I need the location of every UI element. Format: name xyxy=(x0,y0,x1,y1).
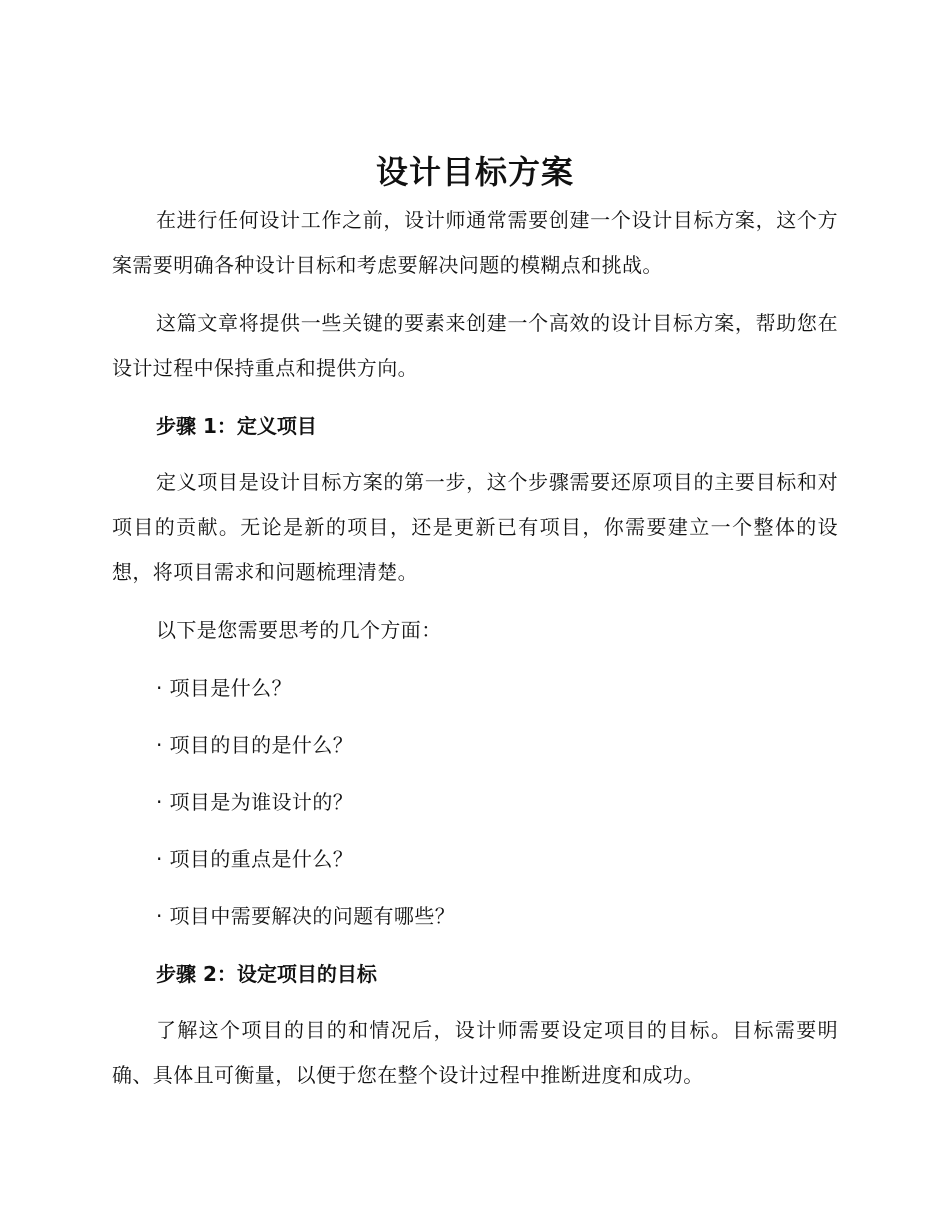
step2-heading: 步骤 2：设定项目的目标 xyxy=(156,962,377,986)
bullet-item-1: · 项目是什么？ xyxy=(156,676,292,700)
bullet-item-2: · 项目的目的是什么？ xyxy=(156,733,354,757)
bullet-item-4: · 项目的重点是什么？ xyxy=(156,847,354,871)
intro-paragraph-2: 这篇文章将提供一些关键的要素来创建一个高效的设计目标方案，帮助您在设计过程中保持重点和提供方向。 xyxy=(112,311,838,380)
step2-paragraph: 了解这个项目的目的和情况后，设计师需要设定项目的目标。目标需要明确、具体且可衡量，以便于您在整个设计过程中推断进度和成功。 xyxy=(112,1018,838,1087)
bullet-item-3: · 项目是为谁设计的？ xyxy=(156,790,354,814)
step1-list-intro: 以下是您需要思考的几个方面： xyxy=(156,618,442,642)
step1-heading: 步骤 1：定义项目 xyxy=(156,414,317,438)
intro-paragraph-1: 在进行任何设计工作之前，设计师通常需要创建一个设计目标方案，这个方案需要明确各种设计目标和考虑要解决问题的模糊点和挑战。 xyxy=(112,208,838,277)
document-title: 设计目标方案 xyxy=(375,153,574,191)
step1-paragraph: 定义项目是设计目标方案的第一步，这个步骤需要还原项目的主要目标和对项目的贡献。无论是新的项目，还是更新已有项目，你需要建立一个整体的设想，将项目需求和问题梳理清楚。 xyxy=(112,470,838,584)
bullet-item-5: · 项目中需要解决的问题有哪些？ xyxy=(156,904,456,928)
